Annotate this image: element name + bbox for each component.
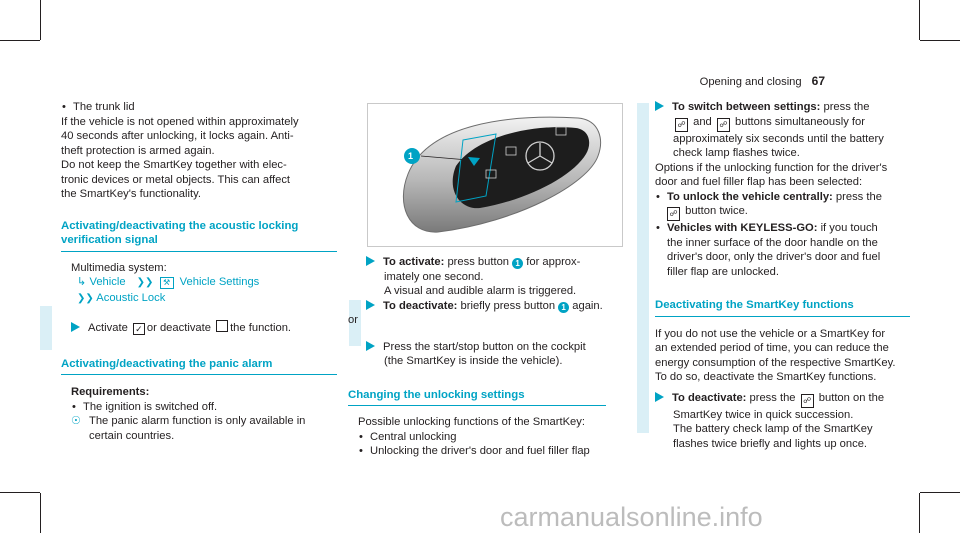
smartkey-illustration <box>368 104 622 246</box>
column-middle <box>348 255 626 459</box>
double-chevron-icon: ❯❯ <box>77 292 94 304</box>
keyless-line: the inner surface of the door handle on the <box>667 236 878 249</box>
deact-line: The battery check lamp of the SmartKey <box>673 423 873 435</box>
para-line: To do so, deactivate the SmartKey functions. <box>655 371 877 383</box>
possible-line: Possible unlocking functions of the SmartKey: <box>358 416 585 428</box>
step-switch <box>655 100 910 115</box>
bullet-unlock-central <box>655 190 910 205</box>
step-arrow-icon <box>366 341 375 351</box>
requirements-label: Requirements: <box>71 386 150 398</box>
deactivate-label: To deactivate: <box>383 299 458 312</box>
keyless-line: driver's door, only the driver's door and fuel <box>667 251 881 263</box>
step-deactivate-panic <box>366 299 626 314</box>
switch-and: and <box>693 115 712 128</box>
keyless-label: Vehicles with KEYLESS-GO: <box>667 222 818 234</box>
column-left <box>61 100 337 443</box>
crop-mark <box>40 493 41 533</box>
para-line: 40 seconds after unlocking, it locks again. Anti- <box>61 130 294 142</box>
para-line: the SmartKey's functionality. <box>61 188 201 200</box>
press-line: (the SmartKey is inside the vehicle). <box>384 355 563 367</box>
switch-line: check lamp flashes twice. <box>673 147 800 159</box>
crop-mark <box>919 0 920 40</box>
switch-label: To switch between settings: <box>672 101 821 113</box>
step-activate-pre: Activate <box>88 322 128 334</box>
deactivate-text: briefly press button <box>460 299 556 312</box>
crop-mark <box>0 492 40 493</box>
activate-line: A visual and audible alarm is triggered. <box>384 285 577 297</box>
options-line: door and fuel filler flap has been selected: <box>655 176 863 188</box>
activate-label: To activate: <box>383 256 445 268</box>
deactivate-text2: again. <box>572 299 603 312</box>
watermark: carmanualsonline.info <box>500 502 763 532</box>
step-activate <box>61 320 337 336</box>
central-line <box>655 204 910 221</box>
figure-callout: 1 <box>408 151 414 161</box>
para-line: energy consumption of the respective SmartKey. <box>655 356 896 369</box>
step-arrow-icon <box>366 256 375 266</box>
activate-text2: for approx- <box>526 256 581 268</box>
deact-line: flashes twice briefly and lights up once. <box>673 437 868 450</box>
keyless-text: if you touch <box>820 222 878 234</box>
para-line: an extended period of time, you can reduce the <box>655 342 889 354</box>
req-bullet: • The ignition is switched off. <box>71 400 337 415</box>
step-bar <box>637 103 649 433</box>
step-bar <box>40 306 52 350</box>
unlock-key-icon: ☍ <box>675 118 688 132</box>
key-figure <box>367 103 623 247</box>
central-text2: button twice. <box>685 205 748 217</box>
crop-mark <box>919 493 920 533</box>
lock-key-icon: ☍ <box>801 394 814 408</box>
heading-unlocking-settings: Changing the unlocking settings <box>348 388 525 401</box>
callout-marker: 1 <box>558 302 569 313</box>
bullet-keyless <box>655 221 910 236</box>
activate-line: imately one second. <box>384 270 484 283</box>
heading-panic: Activating/deactivating the panic alarm <box>61 357 273 370</box>
bullet-trunk: • The trunk lid <box>61 100 337 115</box>
menu-vehicle: Vehicle <box>89 276 126 288</box>
bullet-unlocking: • Unlocking the driver's door and fuel filler flap <box>358 444 626 459</box>
crop-mark <box>920 40 960 41</box>
return-arrow-icon: ↳ <box>77 276 87 288</box>
menu-settings: Vehicle Settings <box>179 276 260 288</box>
step-arrow-icon <box>366 300 375 310</box>
heading-acoustic: Activating/deactivating the acoustic locking <box>61 219 299 232</box>
section-title: Opening and closing <box>699 76 802 88</box>
checkbox-checked-icon: ✓ <box>133 323 145 335</box>
bullet-central: • Central unlocking <box>358 430 626 445</box>
heading-rule <box>61 251 337 252</box>
callout-marker: 1 <box>512 258 523 269</box>
para-line: If you do not use the vehicle or a SmartKey for <box>655 327 886 340</box>
press-line: Press the start/stop button on the cockpit <box>383 340 586 353</box>
step-press <box>366 340 626 355</box>
crop-mark <box>40 0 41 40</box>
unlock-key-icon: ☍ <box>667 207 680 221</box>
step-activate-post: the function. <box>230 322 292 334</box>
lock-key-icon: ☍ <box>717 118 730 132</box>
switch-line: approximately six seconds until the battery <box>673 132 884 145</box>
deact-text: press the <box>749 391 796 404</box>
heading-acoustic-2: verification signal <box>61 234 158 246</box>
step-activate-mid: or deactivate <box>146 322 211 334</box>
keyless-line: filler flap are unlocked. <box>667 265 779 278</box>
menu-acoustic: Acoustic Lock <box>96 291 166 304</box>
step-arrow-icon <box>655 101 664 111</box>
multimedia-label: Multimedia system: <box>71 261 167 274</box>
checkbox-empty-icon <box>216 320 228 332</box>
heading-rule <box>655 316 910 317</box>
or-text: or <box>348 314 358 326</box>
switch-line <box>655 115 910 132</box>
crop-mark <box>0 40 40 41</box>
para-line: If the vehicle is not opened within approximately <box>61 115 299 128</box>
crop-mark <box>920 492 960 493</box>
double-chevron-icon: ❯❯ <box>136 277 154 288</box>
page-number: 67 <box>811 74 825 88</box>
note <box>71 414 337 443</box>
switch-text2: buttons simultaneously for <box>735 115 865 128</box>
menu-path-vehicle <box>71 275 337 291</box>
deact-text2: button on the <box>818 391 885 404</box>
heading-deactivate-smartkey: Deactivating the SmartKey functions <box>655 299 854 311</box>
page-header <box>700 74 825 88</box>
deact-label: To deactivate: <box>672 391 747 404</box>
deact-line: SmartKey twice in quick succession. <box>673 408 854 421</box>
heading-rule <box>348 405 606 406</box>
options-line: Options if the unlocking function for the driver's <box>655 161 888 174</box>
para-line: theft protection is armed again. <box>61 144 215 157</box>
step-activate-panic <box>366 255 626 270</box>
column-right <box>655 100 910 451</box>
note-line: certain countries. <box>89 429 175 442</box>
step-arrow-icon <box>71 322 80 332</box>
menu-path-acoustic <box>71 291 337 307</box>
info-icon: ☉ <box>71 415 81 427</box>
para-line: Do not keep the SmartKey together with elec- <box>61 159 287 171</box>
central-text: press the <box>835 190 882 203</box>
switch-text: press the <box>823 101 870 113</box>
step-deactivate-smartkey <box>655 391 910 408</box>
central-label: To unlock the vehicle centrally: <box>667 190 833 203</box>
activate-text: press button <box>447 256 510 268</box>
step-arrow-icon <box>655 392 664 402</box>
heading-rule <box>61 374 337 375</box>
note-line: The panic alarm function is only available in <box>89 415 306 427</box>
para-line: tronic devices or metal objects. This can affect <box>61 173 291 186</box>
car-settings-icon: ⚒ <box>160 277 174 289</box>
